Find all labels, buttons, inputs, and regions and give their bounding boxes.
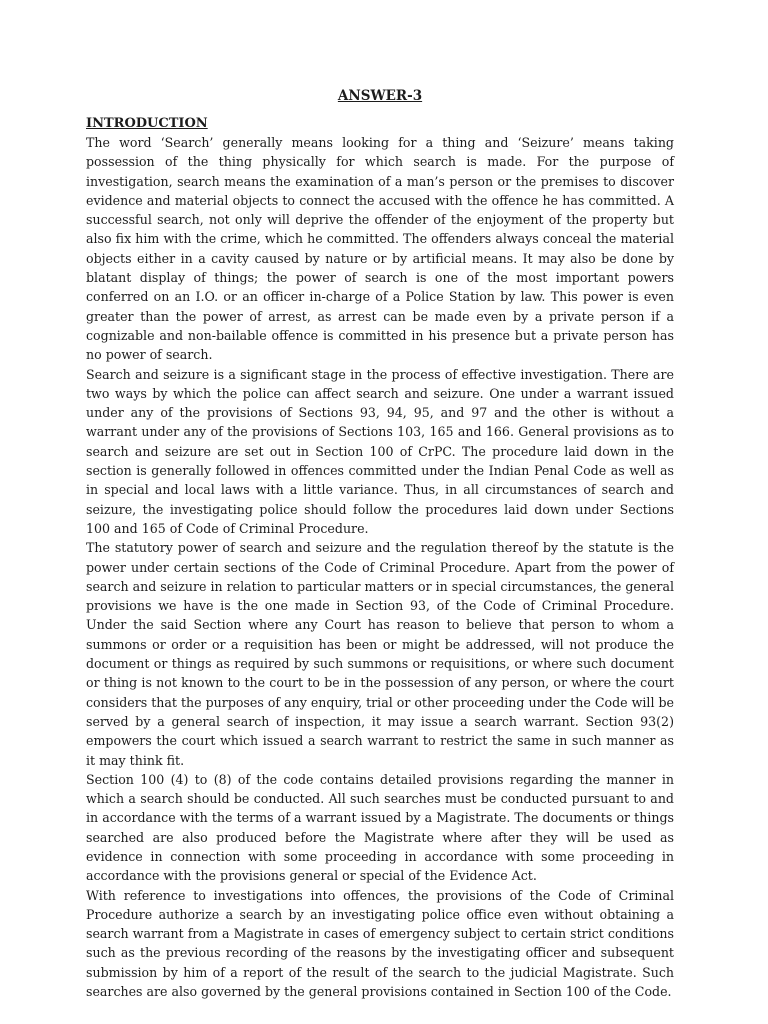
document-title: ANSWER-3 [337,88,423,104]
paragraph-investigations: With reference to investigations into offences, the provisions of the Code of Criminal Procedure authorize a search by an investigating police office even without obtaining a search warrant from a Magistrate in cases of emergency subject to certain strict conditions such as the previous recording of the reasons by the investigating officer and subsequent submission by him of a report of the result of the search to the judicial Magistrate. Such searches are also governed by the general provisions contained in Section 100 of the Code. [86,887,674,1000]
document-body [86,86,674,1001]
section-heading-introduction: INTRODUCTION [86,116,208,131]
paragraph-search-and-seizure: Search and seizure is a significant stage in the process of effective investigation. There are two ways by which the police can affect search and seizure. One under a warrant issued under any of the provisions of Sections 93, 94, 95, and 97 and the other is without a warrant under any of the provisions of Sections 103, 165 and 166. General provisions as to search and seizure are set out in Section 100 of CrPC. The procedure laid down in the section is generally followed in offences committed under the Indian Penal Code as well as in special and local laws with a little variance. Thus, in all circumstances of search and seizure, the investigating police should follow the procedures laid down under Sections 100 and 165 of Code of Criminal Procedure. [86,366,674,536]
paragraph-section-100: Section 100 (4) to (8) of the code contains detailed provisions regarding the manner in which a search should be conducted. All such searches must be conducted pursuant to and in accordance with the terms of a warrant issued by a Magistrate. The documents or things searched are also produced before the Magistrate where after they will be used as evidence in connection with some proceeding in accordance with some proceeding in accordance with the provisions general or special of the Evidence Act. [86,771,674,884]
paragraph-search-definition: The word ‘Search’ generally means looking for a thing and ‘Seizure’ means taking possession of the thing physically for which search is made. For the purpose of investigation, search means the examination of a man’s person or the premises to discover evidence and material objects to connect the accused with the offence he has committed. A successful search, not only will deprive the offender of the enjoyment of the property but also fix him with the crime, which he committed. The offenders always conceal the material objects either in a cavity caused by nature or by artificial means. It may also be done by blatant display of things; the power of search is one of the most important powers conferred on an I.O. or an officer in-charge of a Police Station by law. This power is even greater than the power of arrest, as arrest can be made even by a private person if a cognizable and non-bailable offence is committed in his presence but a private person has no power of search. [86,135,674,363]
paragraph-statutory-power: The statutory power of search and seizure and the regulation thereof by the statute is the power under certain sections of the Code of Criminal Procedure. Apart from the power of search and seizure in relation to particular matters or in special circumstances, the general provisions we have is the one made in Section 93, of the Code of Criminal Procedure. Under the said Section where any Court has reason to believe that person to whom a summons or order or a requisition has been or might be addressed, will not produce the document or things as required by such summons or requisitions, or where such document or thing is not known to the court to be in the possession of any person, or where the court considers that the purposes of any enquiry, trial or other proceeding under the Code will be served by a general search of inspection, it may issue a search warrant. Section 93(2) empowers the court which issued a search warrant to restrict the same in such manner as it may think fit. [86,540,674,768]
